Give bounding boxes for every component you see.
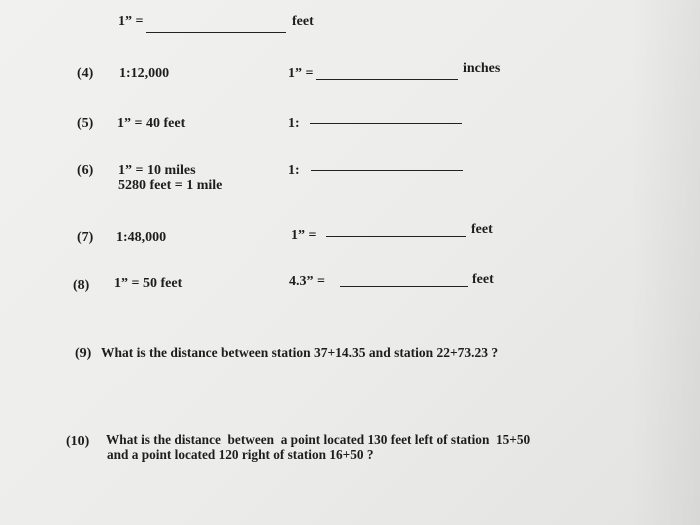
top-row-lhs: 1” =: [118, 14, 144, 29]
problem-10-number: (10): [66, 434, 90, 449]
top-row-unit: feet: [292, 14, 314, 29]
problem-5-number: (5): [77, 116, 94, 131]
problem-7-unit: feet: [471, 222, 493, 237]
problem-8-unit: feet: [472, 272, 494, 287]
problem-6-given-line2: 5280 feet = 1 mile: [118, 178, 223, 193]
problem-7-answer-line[interactable]: [326, 236, 466, 237]
problem-5-answer-line[interactable]: [310, 123, 462, 124]
problem-8-ask: 4.3” =: [289, 274, 325, 289]
problem-5-ask: 1:: [288, 116, 300, 131]
problem-7-ask: 1” =: [291, 228, 317, 243]
problem-7-given: 1:48,000: [116, 230, 167, 245]
problem-6-ask: 1:: [288, 163, 300, 178]
problem-8-number: (8): [73, 278, 90, 293]
problem-4-answer-line[interactable]: [316, 79, 458, 80]
problem-6-given-line1: 1” = 10 miles: [118, 163, 196, 178]
top-row-answer-line[interactable]: [146, 32, 286, 33]
problem-6-number: (6): [77, 163, 94, 178]
problem-10-question-line2: and a point located 120 right of station 16+50 ?: [107, 447, 374, 462]
problem-9-question: What is the distance between station 37+14.35 and station 22+73.23 ?: [101, 345, 499, 360]
problem-4-number: (4): [77, 66, 94, 81]
problem-10-question-line1: What is the distance between a point located 130 feet left of station 15+50: [106, 432, 531, 447]
problem-8-answer-line[interactable]: [340, 286, 468, 287]
page-edge-shadow: [630, 0, 700, 525]
problem-4-unit: inches: [463, 61, 501, 76]
problem-8-given: 1” = 50 feet: [114, 276, 183, 291]
problem-7-number: (7): [77, 230, 94, 245]
problem-5-given: 1” = 40 feet: [117, 116, 186, 131]
problem-6-answer-line[interactable]: [311, 170, 463, 171]
problem-9-number: (9): [75, 346, 92, 361]
problem-4-given: 1:12,000: [119, 66, 170, 81]
problem-4-ask: 1” =: [288, 66, 314, 81]
